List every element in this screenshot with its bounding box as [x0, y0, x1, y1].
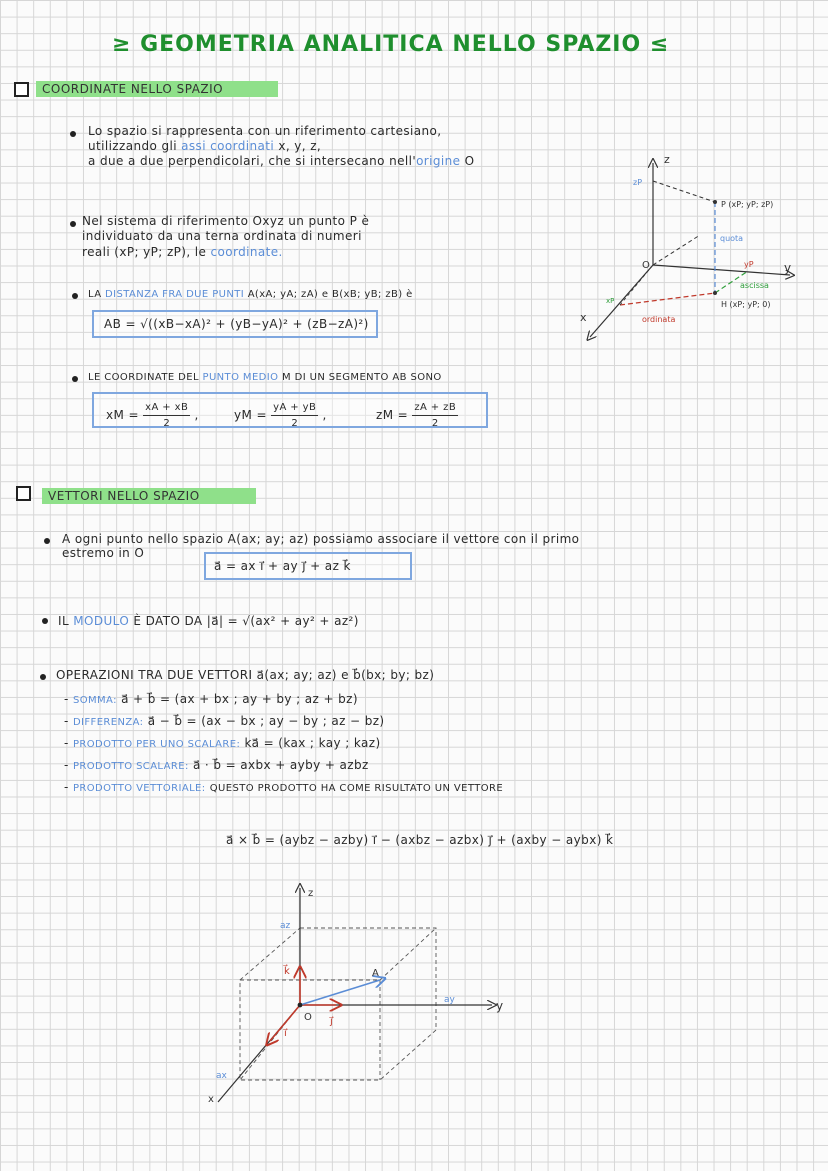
x-label: x [580, 311, 587, 324]
s1-p2-line1: Nel sistema di riferimento Oxyz un punto P è [82, 214, 370, 228]
y-label: y [496, 999, 504, 1013]
bullet [44, 538, 50, 544]
s1-p1-line2: utilizzando gli assi coordinati x, y, z, [88, 139, 322, 153]
diag-line [653, 235, 700, 265]
s1-p4-text: LE COORDINATE DEL PUNTO MEDIO M DI UN SEGMENTO AB SONO [88, 372, 442, 383]
j-label: j⃗ [330, 1016, 333, 1027]
ym-formula: yM = $\frac{yA + yB}{2}$ , [234, 402, 327, 429]
xm-formula: xM = $\frac{xA + xB}{2}$ , [106, 402, 199, 429]
yp-label: yP [744, 260, 754, 269]
op-prodotto-vettoriale: - PRODOTTO VETTORIALE: QUESTO PRODOTTO HA COME RISULTATO UN VETTORE [64, 780, 504, 794]
z-label: z [308, 888, 314, 899]
cross-product-formula: a⃗ × b⃗ = (aybz − azby) i⃗ − (axbz − azbx) j⃗ + (axby − aybx) k⃗ [226, 833, 614, 847]
bullet [42, 618, 48, 624]
az-label: az [280, 921, 291, 931]
section2-heading: VETTORI NELLO SPAZIO [42, 488, 256, 504]
vector-formula: a⃗ = ax i⃗ + ay j⃗ + az k⃗ [204, 552, 412, 580]
origin-point [298, 1003, 303, 1008]
a-vector [300, 980, 380, 1005]
op-differenza: - DIFFERENZA: a⃗ − b⃗ = (ax − bx ; ay − by ; az − bz) [64, 714, 385, 728]
origin-label: O [304, 1012, 312, 1023]
ordinata-label: ordinata [642, 315, 676, 324]
x-label: x [208, 1094, 214, 1105]
section1-heading: COORDINATE NELLO SPAZIO [36, 81, 278, 97]
vector-diagram [200, 880, 530, 1110]
s1-p2-line3: reali (xP; yP; zP), le coordinate. [82, 245, 283, 259]
origin-label: O [642, 260, 650, 271]
z-label: z [664, 153, 670, 166]
x-axis [590, 265, 653, 337]
zp-line [653, 181, 715, 202]
i-label: i⃗ [284, 1028, 287, 1039]
op-somma: - SOMMA: a⃗ + b⃗ = (ax + bx ; ay + by ; az + bz) [64, 692, 358, 706]
zp-label: zP [633, 178, 643, 187]
y-label: y [784, 261, 792, 275]
operations-list [64, 692, 503, 802]
section2-checkbox[interactable] [16, 486, 31, 501]
bullet [70, 221, 76, 227]
ascissa-label: ascissa [740, 281, 769, 290]
k-label: k⃗ [284, 966, 290, 977]
midpoint-formula-box [92, 392, 488, 428]
zm-formula: zM = $\frac{zA + zB}{2}$ [376, 402, 457, 429]
a-label: A [372, 968, 379, 979]
bullet [40, 674, 46, 680]
ay-label: ay [444, 995, 455, 1005]
bullet [70, 131, 76, 137]
s1-p1-line3: a due a due perpendicolari, che si intersecano nell'origine O [88, 154, 475, 168]
ordinata-line [620, 293, 715, 305]
s2-p1-line2: estremo in O [62, 546, 145, 560]
page-title: ≥ GEOMETRIA ANALITICA NELLO SPAZIO ≤ [112, 32, 670, 57]
ax-label: ax [216, 1071, 227, 1081]
point-p [713, 200, 717, 204]
s2-p1-line1: A ogni punto nello spazio A(ax; ay; az) possiamo associare il vettore con il primo [62, 532, 580, 546]
y-axis [653, 265, 790, 275]
s1-p1-line1: Lo spazio si rappresenta con un riferimento cartesiano, [88, 124, 442, 138]
bullet [72, 376, 78, 382]
xp-line [620, 265, 653, 305]
p-label: P (xP; yP; zP) [721, 200, 774, 209]
op-scalare: - PRODOTTO PER UNO SCALARE: ka⃗ = (kax ; kay ; kaz) [64, 736, 381, 750]
dashed-box [240, 928, 436, 1080]
h-label: H (xP; yP; 0) [721, 300, 771, 309]
section1-checkbox[interactable] [14, 82, 29, 97]
operations-title: OPERAZIONI TRA DUE VETTORI a⃗(ax; ay; az) e b⃗(bx; by; bz) [56, 668, 435, 682]
quota-label: quota [720, 234, 744, 243]
s1-p3-text: LA DISTANZA FRA DUE PUNTI A(xA; yA; zA) e B(xB; yB; zB) è [88, 289, 413, 300]
point-h [713, 291, 717, 295]
op-prodotto-scalare: - PRODOTTO SCALARE: a⃗ · b⃗ = axbx + ayby + azbz [64, 758, 369, 772]
bullet [72, 293, 78, 299]
coordinate-diagram [560, 145, 810, 350]
xp-label: xP [606, 297, 615, 305]
s1-p2-line2: individuato da una terna ordinata di numeri [82, 229, 362, 243]
modulo-text: IL MODULO È DATO DA |a⃗| = √(ax² + ay² + az²) [58, 614, 359, 628]
distance-formula: AB = √((xB−xA)² + (yB−yA)² + (zB−zA)²) [92, 310, 378, 338]
